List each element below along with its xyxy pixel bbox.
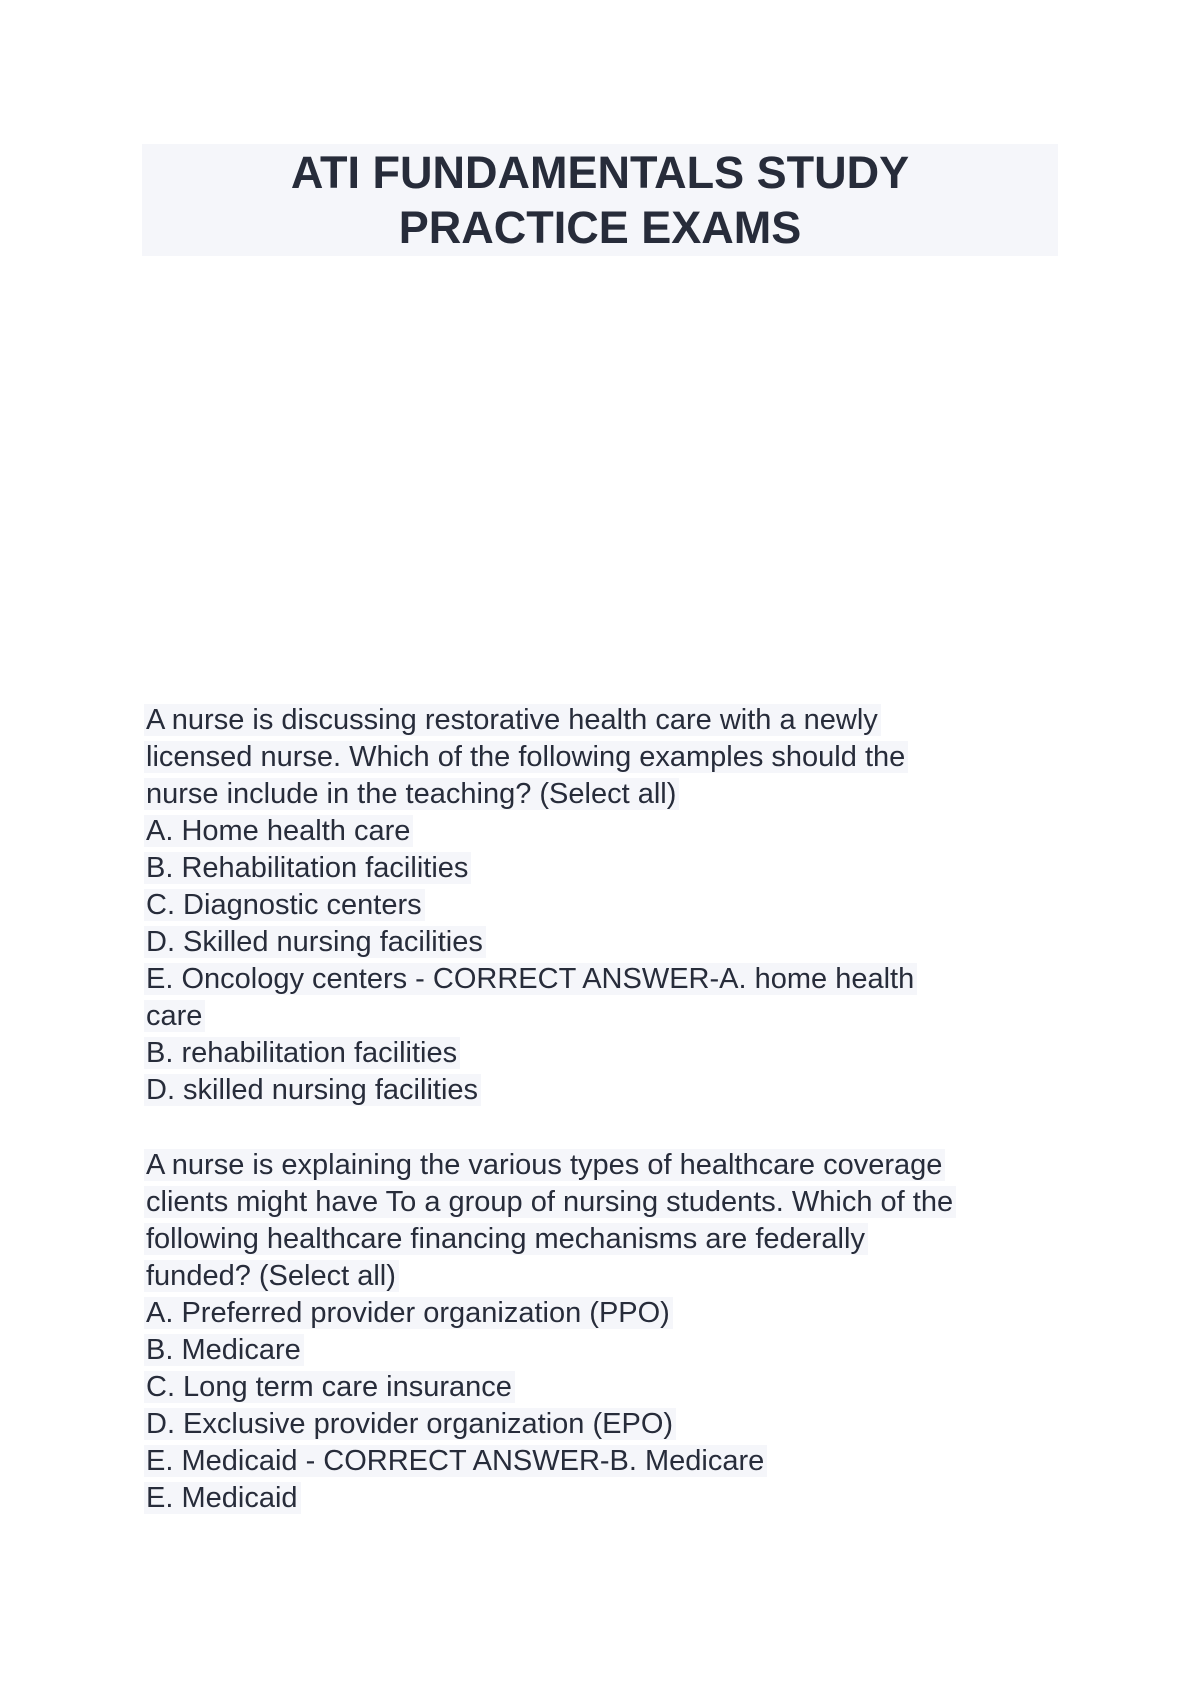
text-line-content: A. Preferred provider organization (PPO): [144, 1297, 673, 1329]
text-line: [144, 1443, 956, 1480]
text-line-content: nurse include in the teaching? (Select all): [144, 778, 679, 810]
question-2: [144, 1147, 956, 1517]
text-line: [144, 1406, 956, 1443]
text-line: [144, 1332, 956, 1369]
text-line: [144, 1369, 956, 1406]
text-line-content: E. Medicaid - CORRECT ANSWER-B. Medicare: [144, 1445, 767, 1477]
text-line: [144, 1258, 956, 1295]
text-line: [144, 1295, 956, 1332]
text-line: [144, 1072, 917, 1109]
text-line-content: A nurse is discussing restorative health care with a newly: [144, 704, 881, 736]
text-line: [144, 1480, 956, 1517]
text-line: [144, 850, 917, 887]
text-line: [144, 1221, 956, 1258]
text-line-content: D. Skilled nursing facilities: [144, 926, 486, 958]
text-line-content: B. Rehabilitation facilities: [144, 852, 471, 884]
text-line: [144, 887, 917, 924]
text-line-content: A. Home health care: [144, 815, 413, 847]
text-line-content: D. Exclusive provider organization (EPO): [144, 1408, 676, 1440]
text-line: [144, 1147, 956, 1184]
text-line-content: clients might have To a group of nursing students. Which of the: [144, 1186, 956, 1218]
text-line-content: B. rehabilitation facilities: [144, 1037, 460, 1069]
text-line-content: A nurse is explaining the various types of healthcare coverage: [144, 1149, 945, 1181]
text-line-content: B. Medicare: [144, 1334, 304, 1366]
text-line: [144, 924, 917, 961]
text-line: [144, 702, 917, 739]
text-line-content: funded? (Select all): [144, 1260, 399, 1292]
text-line: [144, 776, 917, 813]
text-line-content: E. Oncology centers - CORRECT ANSWER-A. home health: [144, 963, 917, 995]
text-line: [144, 1184, 956, 1221]
text-line: [144, 998, 917, 1035]
text-line-content: E. Medicaid: [144, 1482, 301, 1514]
text-line-content: C. Diagnostic centers: [144, 889, 425, 921]
document-title: [142, 144, 1058, 256]
text-line-content: following healthcare financing mechanisms are federally: [144, 1223, 868, 1255]
text-line: [144, 813, 917, 850]
text-line: [144, 961, 917, 998]
text-line-content: care: [144, 1000, 205, 1032]
text-line-content: D. skilled nursing facilities: [144, 1074, 481, 1106]
text-line-content: C. Long term care insurance: [144, 1371, 515, 1403]
text-line: [144, 1035, 917, 1072]
title-line-2: PRACTICE EXAMS: [398, 202, 802, 253]
text-line: [144, 739, 917, 776]
question-1: [144, 702, 917, 1109]
text-line-content: licensed nurse. Which of the following examples should the: [144, 741, 908, 773]
title-line-1: ATI FUNDAMENTALS STUDY: [290, 147, 910, 198]
